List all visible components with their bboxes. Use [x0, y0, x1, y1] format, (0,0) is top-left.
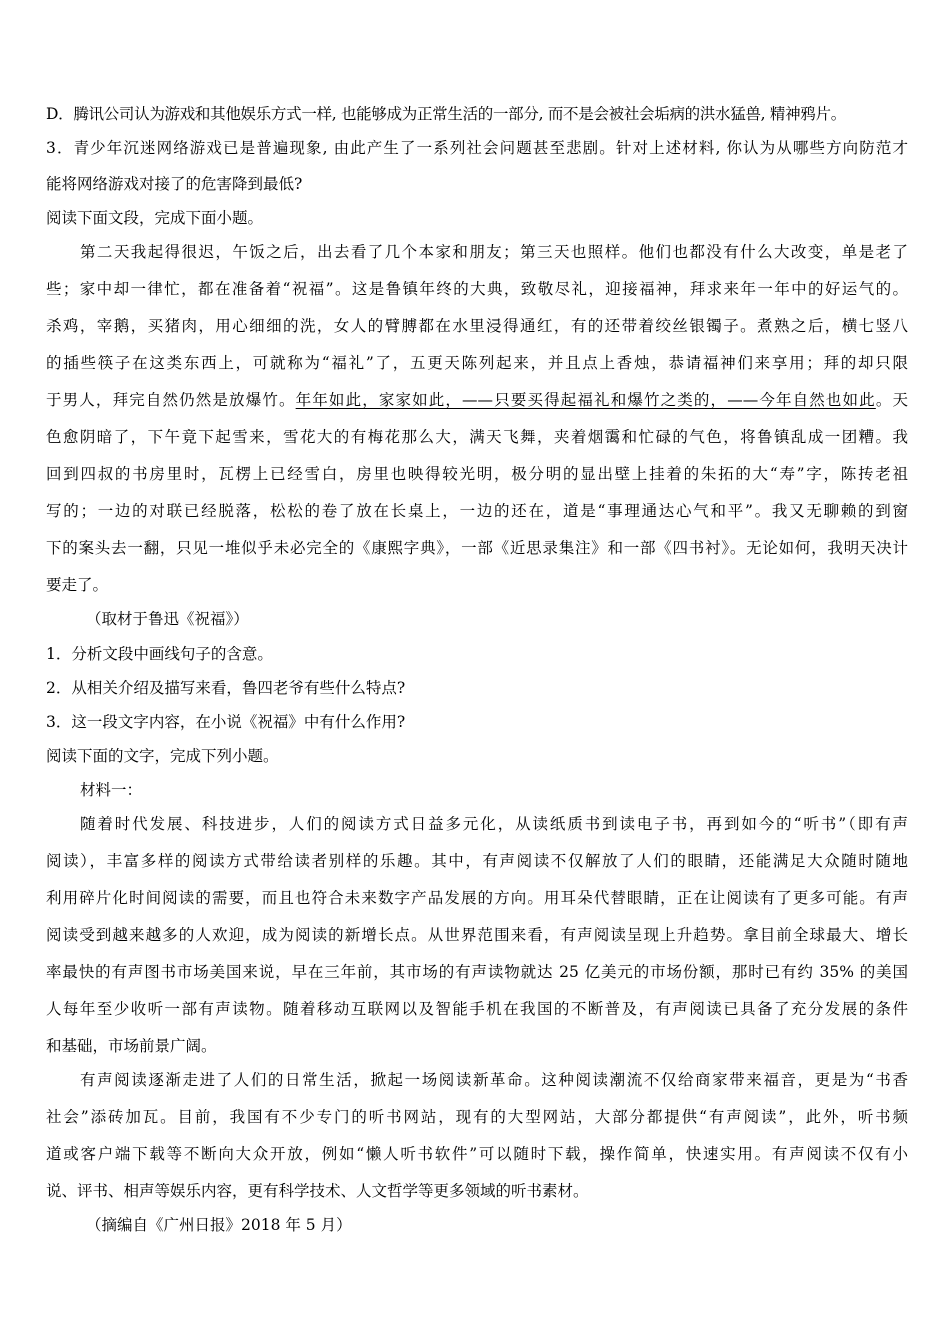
question-item: 2．从相关介绍及描写来看，鲁四老爷有些什么特点?: [46, 679, 406, 697]
passage-line: 回到四叔的书房里时，瓦楞上已经雪白，房里也映得较光明，极分明的显出壁上挂着的朱拓的大“寿”字，陈抟老祖: [46, 465, 908, 483]
material-line: 利用碎片化时间阅读的需要，而且也符合未来数字产品发展的方向。用耳朵代替眼睛，正在让阅读有了更多可能。有声: [46, 889, 908, 907]
passage-line: 下的案头去一翻，只见一堆似乎未必完全的《康熙字典》，一部《近思录集注》和一部《四书衬》。无论如何，我明天决计: [46, 539, 908, 557]
passage-text: 于男人，拜完自然仍然是放爆竹。: [46, 391, 296, 409]
passage-line: 的插些筷子在这类东西上，可就称为“福礼”了，五更天陈列起来，并且点上香烛，恭请福神们来享用；拜的却只限: [46, 354, 908, 372]
material-line: 阅读），丰富多样的阅读方式带给读者别样的乐趣。其中，有声阅读不仅解放了人们的眼睛，还能满足大众随时随地: [46, 852, 908, 870]
material-line: 说、评书、相声等娱乐内容，更有科学技术、人文哲学等更多领域的听书素材。: [46, 1182, 589, 1200]
question-3-line1: 3．青少年沉迷网络游戏已是普遍现象, 由此产生了一系列社会问题甚至悲剧。针对上述材料, 你认为从哪些方向防范才: [46, 139, 908, 157]
passage-line-underline: [46, 390, 908, 410]
passage-text: 。天: [875, 391, 908, 409]
reading2-instruction: 阅读下面的文字，完成下列小题。: [46, 747, 279, 765]
material-line: 人每年至少收听一部有声读物。随着移动互联网以及智能手机在我国的不断普及，有声阅读已具备了充分发展的条件: [46, 1000, 908, 1018]
material-label: 材料一：: [80, 781, 143, 799]
passage-line: 色愈阴暗了，下午竟下起雪来，雪花大的有梅花那么大，满天飞舞，夹着烟霭和忙碌的气色，将鲁镇乱成一团糟。我: [46, 428, 908, 446]
material-line: 随着时代发展、科技进步，人们的阅读方式日益多元化，从读纸质书到读电子书，再到如今的“听书”（即有声: [80, 815, 908, 833]
material-line: 阅读受到越来越多的人欢迎，成为阅读的新增长点。从世界范围来看，有声阅读呈现上升趋势。拿目前全球最大、增长: [46, 926, 908, 944]
source-line: （取材于鲁迅《祝福》）: [86, 610, 249, 628]
question-item: 3．这一段文字内容，在小说《祝福》中有什么作用?: [46, 713, 406, 731]
question-item: 1．分析文段中画线句子的含意。: [46, 645, 273, 663]
reading1-instruction: 阅读下面文段，完成下面小题。: [46, 209, 264, 227]
underlined-sentence: 年年如此，家家如此，——只要买得起福礼和爆竹之类的，——今年自然也如此: [295, 391, 876, 409]
material-line: 和基础，市场前景广阔。: [46, 1037, 217, 1055]
passage-line: 要走了。: [46, 576, 109, 594]
material-line: 有声阅读逐渐走进了人们的日常生活，掀起一场阅读新革命。这种阅读潮流不仅给商家带来福音，更是为“书香: [80, 1071, 908, 1089]
passage-line: 写的；一边的对联已经脱落，松松的卷了放在长桌上，一边的还在，道是“事理通达心气和平”。我又无聊赖的到窗: [46, 502, 908, 520]
question-3-line2: 能将网络游戏对接了的危害降到最低?: [46, 175, 303, 193]
passage-line: 杀鸡，宰鹅，买猪肉，用心细细的洗，女人的臂膊都在水里浸得通红，有的还带着绞丝银镯子。煮熟之后，横七竖八: [46, 317, 908, 335]
material-line: 率最快的有声图书市场美国来说，早在三年前，其市场的有声读物就达 25 亿美元的市场份额，那时已有约 35% 的美国: [46, 963, 908, 981]
material-line: 道或客户端下载等不断向大众开放，例如“懒人听书软件”可以随时下载，操作简单，快速实用。有声阅读不仅有小: [46, 1145, 908, 1163]
option-d: D．腾讯公司认为游戏和其他娱乐方式一样, 也能够成为正常生活的一部分, 而不是会被社会垢病的洪水猛兽, 精神鸦片。: [46, 105, 846, 123]
source-line: （摘编自《广州日报》2018 年 5 月）: [86, 1216, 352, 1234]
passage-line: 些；家中却一律忙，都在准备着“祝福”。这是鲁镇年终的大典，致敬尽礼，迎接福神，拜求来年一年中的好运气的。: [46, 280, 908, 298]
passage-line: 第二天我起得很迟，午饭之后，出去看了几个本家和朋友；第三天也照样。他们也都没有什么大改变，单是老了: [80, 243, 908, 261]
material-line: 社会”添砖加瓦。目前，我国有不少专门的听书网站，现有的大型网站，大部分都提供“有声阅读”，此外，听书频: [46, 1108, 908, 1126]
